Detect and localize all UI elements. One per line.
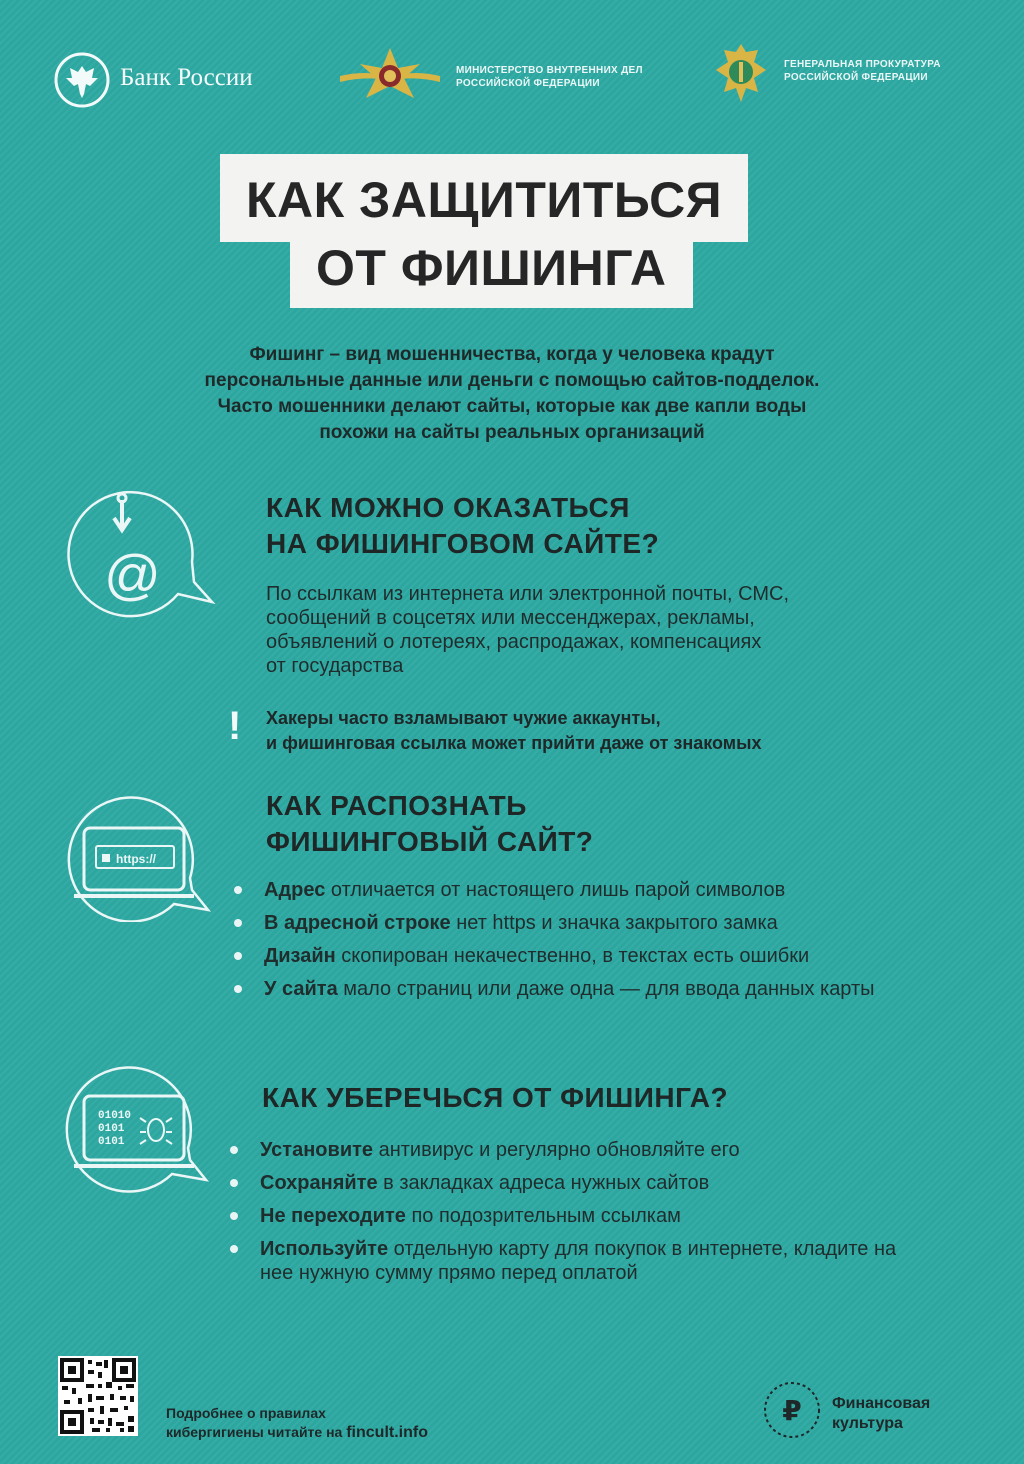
ruble-symbol: ₽ [782, 1394, 802, 1427]
binary-code-line1: 01010 [98, 1110, 132, 1122]
fin-culture-name [832, 1394, 930, 1434]
list-item [230, 1204, 930, 1228]
section1-heading-line1: КАК МОЖНО ОКАЗАТЬСЯ [266, 492, 630, 523]
binary-code-line3: 0101 [98, 1136, 125, 1148]
prosecutor-name-line1: ГЕНЕРАЛЬНАЯ ПРОКУРАТУРА [784, 59, 941, 70]
intro-line1: Фишинг – вид мошенничества, когда у человека крадут [249, 344, 775, 365]
page-title-line2: ОТ ФИШИНГА [290, 238, 693, 308]
lock-icon [102, 854, 110, 862]
laptop-virus-icon [60, 1056, 210, 1196]
hook-at-sign-icon [66, 490, 216, 620]
fincult-link[interactable]: fincult.info [346, 1424, 428, 1441]
section1-text-line2: сообщений в соцсетях или мессенджерах, рекламы, [266, 607, 755, 629]
list-item-text: отдельную карту для покупок в интернете, кладите на нее нужную сумму прямо перед оплатой [260, 1238, 897, 1284]
laptop-icon [62, 792, 212, 922]
fin-culture-line1: Финансовая [832, 1395, 931, 1412]
section2-list [234, 878, 954, 1010]
section3-heading: КАК УБЕРЕЧЬСЯ ОТ ФИШИНГА? [262, 1082, 729, 1113]
mvd-name [456, 64, 643, 90]
bank-name: Банк России [120, 64, 253, 91]
list-item [234, 977, 924, 1001]
bank-of-russia-logo [54, 52, 110, 108]
list-item-bold: Адрес [264, 879, 326, 901]
mvd-emblem [340, 46, 440, 108]
section1-warning-line1: Хакеры часто взламывают чужие аккаунты, [266, 708, 661, 728]
bug-icon [140, 1118, 172, 1144]
phishing-hook-icon [66, 490, 216, 620]
footer-more-line2 [166, 1423, 428, 1442]
page-title-line1: КАК ЗАЩИТИТЬСЯ [220, 154, 748, 242]
section1-heading-line2: НА ФИШИНГОВОМ САЙТЕ? [266, 528, 660, 559]
list-item [230, 1237, 920, 1285]
laptop-bug-icon [60, 1056, 210, 1196]
list-item-text: в закладках адреса нужных сайтов [377, 1172, 710, 1194]
list-item-text: мало страниц или даже одна — для ввода данных карты [337, 978, 875, 1000]
list-item-text: отличается от настоящего лишь парой символов [325, 879, 786, 901]
section1-warning-line2: и фишинговая ссылка может прийти даже от знакомых [266, 733, 762, 753]
list-item-bold: У сайта [264, 978, 338, 1000]
qr-code-icon [58, 1356, 138, 1436]
list-item [230, 1138, 930, 1162]
https-text: https:// [116, 852, 156, 866]
mvd-emblem-icon [340, 46, 440, 108]
list-item [234, 944, 954, 968]
prosecutor-name [784, 58, 941, 84]
section1-heading [266, 490, 659, 562]
list-item-bold: Дизайн [264, 945, 336, 967]
prosecutor-name-line2: РОССИЙСКОЙ ФЕДЕРАЦИИ [784, 72, 928, 83]
list-item [230, 1171, 930, 1195]
intro-text [80, 342, 944, 446]
list-item [234, 911, 954, 935]
fin-culture-line2: культура [832, 1415, 903, 1432]
exclamation-icon: ! [228, 704, 242, 748]
list-item-text: скопирован некачественно, в текстах есть ошибки [335, 945, 810, 967]
double-headed-eagle-icon [54, 52, 110, 108]
footer-more-line2-prefix: кибергигиены читайте на [166, 1424, 347, 1440]
section1-text [266, 582, 966, 678]
intro-line2: персональные данные или деньги с помощью сайтов-подделок. [204, 370, 820, 391]
intro-line4: похожи на сайты реальных организаций [319, 422, 705, 443]
section2-heading [266, 788, 593, 860]
prosecutor-emblem [710, 40, 772, 110]
list-item-bold: В адресной строке [264, 912, 451, 934]
ruble-circle-icon [762, 1380, 822, 1440]
prosecutor-emblem-icon [710, 40, 772, 110]
list-item-bold: Используйте [260, 1238, 389, 1260]
list-item-bold: Установите [260, 1139, 374, 1161]
list-item-text: антивирус и регулярно обновляйте его [373, 1139, 740, 1161]
mvd-name-line1: МИНИСТЕРСТВО ВНУТРЕННИХ ДЕЛ [456, 65, 643, 76]
section1-text-line3: объявлений о лотереях, распродажах, компенсациях [266, 631, 762, 653]
laptop-https-icon [62, 792, 212, 922]
footer-more-info [166, 1404, 428, 1442]
section1-text-line1: По ссылкам из интернета или электронной почты, СМС, [266, 583, 790, 605]
list-item-bold: Не переходите [260, 1205, 406, 1227]
section1-text-line4: от государства [266, 655, 404, 677]
svg-text:@: @ [104, 543, 161, 606]
qr-code[interactable] [58, 1356, 138, 1436]
section3-list [230, 1138, 930, 1294]
section2-heading-line2: ФИШИНГОВЫЙ САЙТ? [266, 826, 594, 857]
section2-heading-line1: КАК РАСПОЗНАТЬ [266, 790, 527, 821]
list-item [234, 878, 954, 902]
footer-more-line1: Подробнее о правилах [166, 1405, 326, 1421]
binary-code-line2: 0101 [98, 1123, 125, 1135]
section1-warning [266, 706, 946, 756]
list-item-text: по подозрительным ссылкам [405, 1205, 681, 1227]
fin-culture-logo [762, 1380, 822, 1440]
list-item-bold: Сохраняйте [260, 1172, 378, 1194]
mvd-name-line2: РОССИЙСКОЙ ФЕДЕРАЦИИ [456, 78, 600, 89]
list-item-text: нет https и значка закрытого замка [450, 912, 778, 934]
intro-line3: Часто мошенники делают сайты, которые как две капли воды [217, 396, 807, 417]
